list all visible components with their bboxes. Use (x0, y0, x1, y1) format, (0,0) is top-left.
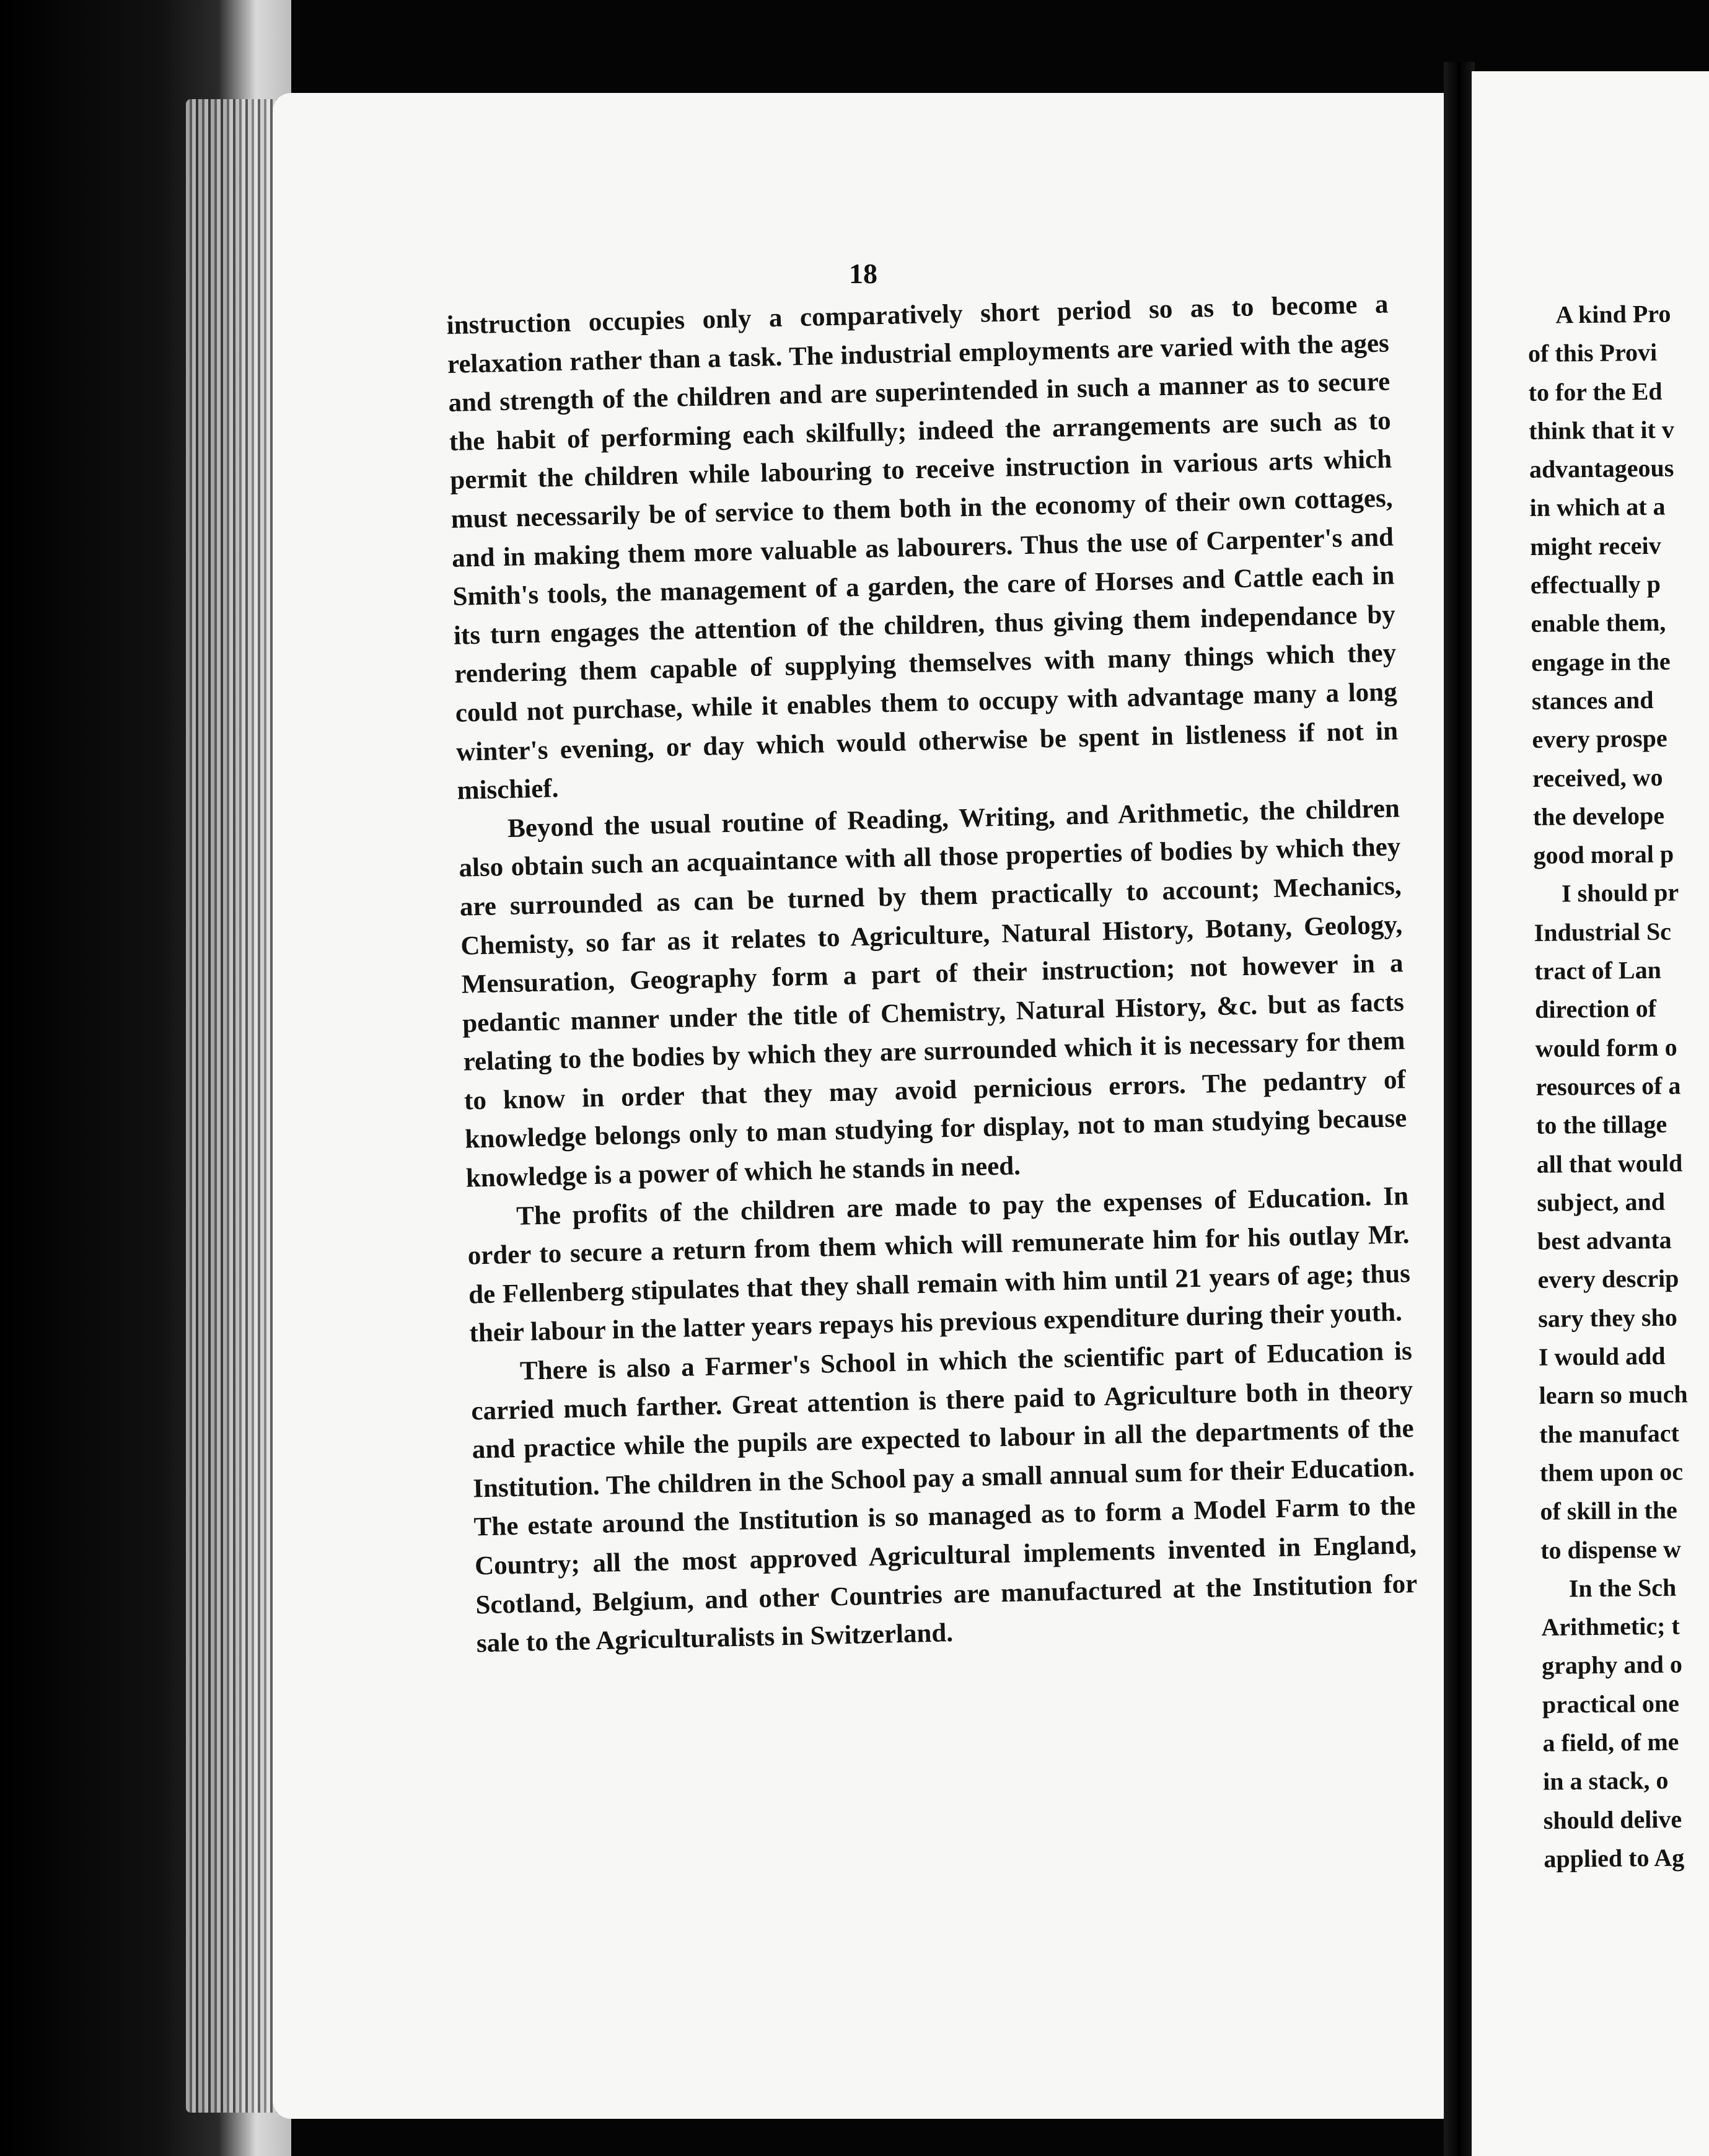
right-page-line: to dispense w (1540, 1535, 1682, 1564)
right-page-line: every prospe (1532, 724, 1667, 754)
right-page-line: might receiv (1529, 531, 1661, 561)
right-page-line: them upon oc (1539, 1457, 1684, 1487)
right-page-line: A kind Pro (1555, 299, 1671, 329)
right-page-line: tract of Lan (1534, 955, 1662, 985)
right-page-line: subject, and (1537, 1187, 1666, 1217)
right-page-line: should delive (1543, 1805, 1682, 1834)
paragraph: There is also a Farmer's School in which the scientific part of Education is carried much farther. Great attention is there paid to Agriculture both in theory and practice while the pupils are expected to labour in all the departments of the Institution. The children in the School pay a small annual sum for their Education. The estate around the Institution is so managed as to form a Model Farm to the Country; all the most approved Agricultural implements invented in England, Scotland, Belgium, and other Countries are manufactured at the Institution for sale to the Agriculturalists in Switzerland. (470, 1336, 1418, 1659)
right-page-line: sary they sho (1538, 1303, 1677, 1333)
right-page-line: a field, of me (1542, 1727, 1679, 1757)
right-page-line: I would add (1538, 1341, 1666, 1371)
right-page-line: the develope (1532, 801, 1665, 831)
right-page-line: good moral p (1533, 839, 1674, 870)
right-page-line: think that it v (1529, 415, 1674, 445)
right-page-line: received, wo (1532, 763, 1663, 792)
right-page-body (1527, 292, 1709, 1878)
right-page-line: I should pr (1561, 878, 1679, 908)
page-number: 18 (849, 258, 877, 289)
right-page-line: engage in the (1531, 647, 1671, 677)
right-page-line: applied to Ag (1544, 1843, 1685, 1873)
right-page-line: Industrial Sc (1534, 917, 1672, 947)
right-page-line: Arithmetic; t (1541, 1611, 1680, 1641)
page-gutter (1444, 62, 1475, 2156)
right-page-line: advantageous (1529, 454, 1674, 484)
right-page-line: would form o (1535, 1033, 1677, 1063)
right-page-line: every descrip (1537, 1264, 1679, 1294)
right-page-line: effectually p (1530, 569, 1661, 600)
right-page-line: resources of a (1535, 1071, 1681, 1101)
right-page-line: in a stack, o (1542, 1766, 1669, 1796)
right-page-line: of this Provi (1527, 338, 1658, 368)
right-page-line: stances and (1531, 685, 1654, 715)
paragraph: Beyond the usual routine of Reading, Writing, and Arithmetic, the children also obtain such an acquaintance with all those properties of bodies by which they are surrounded as can be turned by them practically to account; Mechanics, Chemisty, so far as it relates to Agriculture, Natural History, Botany, Geology, Mensuration, Geography form a part of their instruction; not however in a pedantic manner under the title of Chemistry, Natural History, &c. but as facts relating to the bodies by which they are surrounded which it is necessary for them to know in order that they may avoid pernicious errors. The pedantry of knowledge belongs only to man studying for display, not to man studying because knowledge is a power of which he stands in need. (459, 794, 1407, 1193)
right-page-line: direction of (1534, 994, 1657, 1024)
right-page-line: to the tillage (1535, 1110, 1667, 1140)
right-page-line: learn so much (1539, 1380, 1688, 1410)
right-page-line: all that would (1536, 1148, 1683, 1178)
right-page-line: best advanta (1537, 1225, 1672, 1256)
right-page-line: enable them, (1531, 608, 1666, 638)
paragraph: instruction occupies only a comparatively short period so as to become a relaxation rather than a task. The industrial employments are varied with the ages and strength of the children and are superintended in such a manner as to secure the habit of performing each skilfully; indeed the arrangements are such as to permit the children while labouring to receive instruction in various arts which must necessarily be of service to them both in the economy of their own cottages, and in making them more valuable as labourers. Thus the use of Carpenter's and Smith's tools, the management of a garden, the care of Horses and Cattle each in its turn engages the attention of the children, thus giving them independance by rendering them capable of supplying themselves with many things which they could not purchase, while it enables them to occupy with advantage many a long winter's evening, or day which would otherwise be spent in listleness if not in mischief. (446, 289, 1399, 805)
right-page-line: In the Sch (1568, 1573, 1677, 1603)
right-page-line: of skill in the (1540, 1496, 1677, 1526)
right-page-line: to for the Ed (1528, 377, 1663, 406)
right-page-line: practical one (1542, 1689, 1680, 1719)
left-page-body (446, 286, 1418, 1664)
right-page-clip (1472, 0, 1709, 2156)
right-page-line: graphy and o (1541, 1650, 1683, 1680)
right-page-line: in which at a (1529, 493, 1666, 522)
right-page-line: the manufact (1539, 1419, 1679, 1448)
paragraph: The profits of the children are made to pay the expenses of Education. In order to secure a return from them which will remunerate him for his outlay Mr. de Fellenberg stipulates that they shall remain with him until 21 years of age; thus their labour in the latter years repays his previous expenditure during their youth. (467, 1181, 1411, 1349)
